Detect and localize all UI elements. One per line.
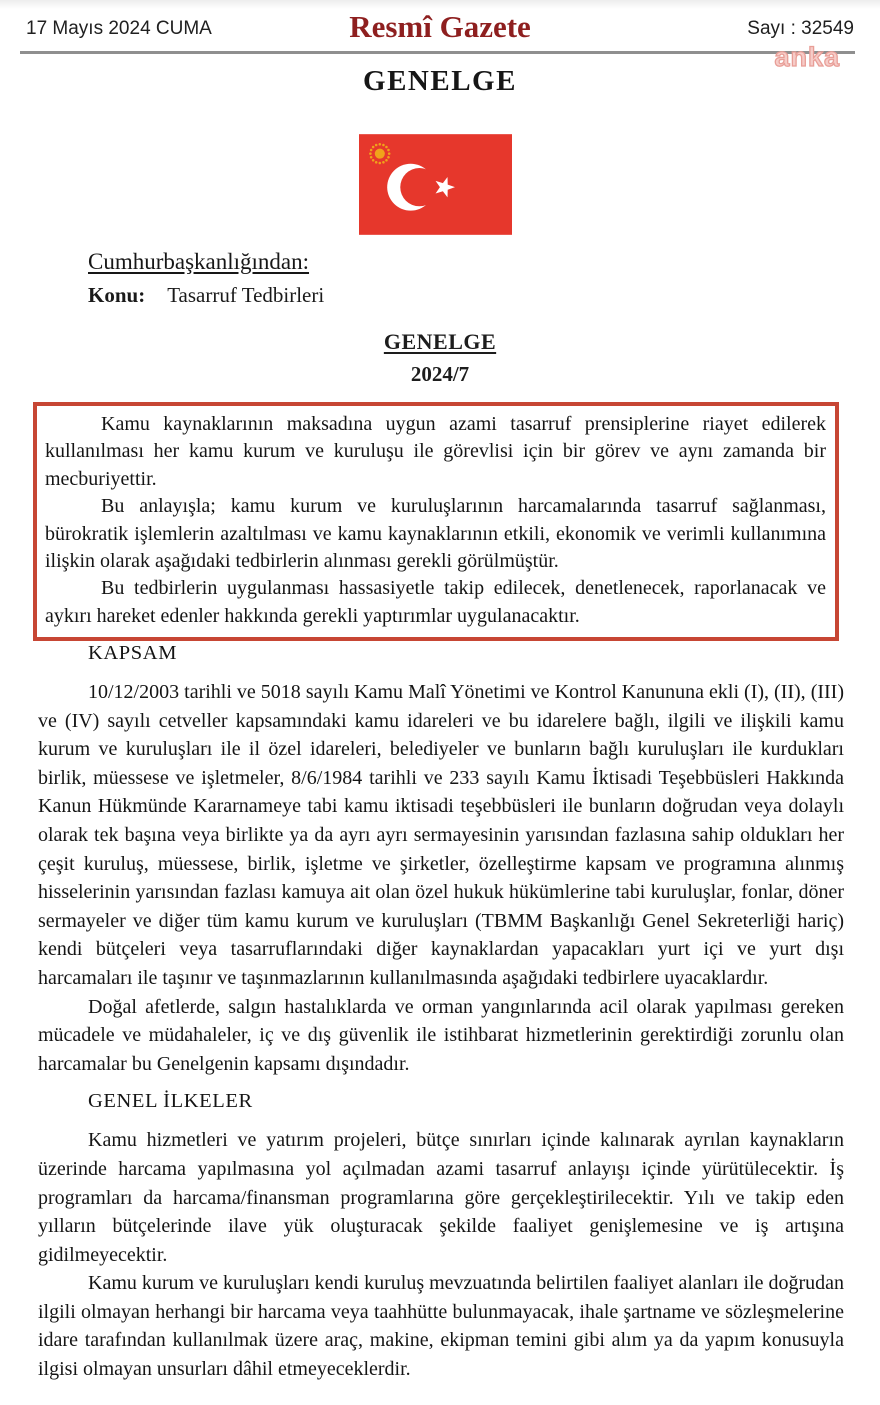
- turkish-presidential-flag-icon: [359, 134, 512, 235]
- section-heading-genel-ilkeler: GENEL İLKELER: [88, 1090, 253, 1113]
- highlight-box: [33, 402, 839, 641]
- circular-number: 2024/7: [410, 362, 470, 386]
- masthead-issue-number: Sayı : 32549: [747, 18, 854, 39]
- section-heading-kapsam: KAPSAM: [88, 642, 178, 664]
- masthead-divider: [20, 51, 855, 54]
- subject-line: [88, 283, 324, 308]
- highlight-paragraph: Bu anlayışla; kamu kurum ve kuruluşlarının harcamalarında tasarruf sağlanması, bürokratik işlemlerin azaltılması ve kamu kaynaklarının etkili, ekonomik ve verimli kullanımına ilişkin olarak aşağıdaki tedbirlerin alınması gerekli görülmüştür.: [45, 495, 826, 573]
- subject-label: Konu:: [88, 283, 146, 307]
- highlight-paragraph: Kamu kaynaklarının maksadına uygun azami tasarruf prensiplerine riayet edilerek kullanılması her kamu kurum ve kuruluşu ile görevlisi için bir görev ve aynı zamanda bir mecburiyettir.: [45, 413, 826, 490]
- document-title: GENELGE: [363, 65, 517, 97]
- document-body: [38, 642, 844, 1384]
- body-paragraph: Kamu hizmetleri ve yatırım projeleri, bütçe sınırları içinde kalınarak ayrılan kaynakların üzerinde harcama yapılmasına yol açılmadan azami tasarruf anlayışı içinde yürütülecektir. İş programları da harcama/finansman programlarına göre gerçekleştirilecektir. Yılı ve takip eden yılların bütçelerinde ilave yük oluşturacak şekilde faaliyet genişlemesine ve iş artışına gidilmeyecektir.: [38, 1129, 844, 1266]
- body-paragraph: Kamu kurum ve kuruluşları kendi kuruluş mevzuatında belirtilen faaliyet alanları ile doğrudan ilgili olmayan herhangi bir harcama veya taahhütte bulunmayacak, ihale şartname ve sözleşmelerine idare tarafından kullanılmak üzere araç, makine, ekipman temini gibi alım ya da yapım konusuyla ilgisi olmayan unsurları dâhil etmeyeceklerdir.: [38, 1272, 844, 1381]
- masthead-title: Resmî Gazete: [349, 9, 531, 44]
- anka-watermark: anka: [774, 42, 840, 72]
- body-paragraph: Doğal afetlerde, salgın hastalıklarda ve orman yangınlarında acil olarak yapılması gereken mücadele ve müdahaleler, iç ve dış güvenlik ile istihbarat hizmetlerinin gerektirdiği zorunlu olan harcamalar bu Genelgenin kapsamı dışındadır.: [38, 995, 844, 1075]
- issuer-line: Cumhurbaşkanlığından:: [88, 249, 310, 274]
- circular-heading: GENELGE: [383, 329, 497, 354]
- highlight-paragraph: Bu tedbirlerin uygulanması hassasiyetle takip edilecek, denetlenecek, raporlanacak ve aykırı hareket edenler hakkında gerekli yaptırımlar uygulanacaktır.: [45, 577, 826, 627]
- body-paragraph: 10/12/2003 tarihli ve 5018 sayılı Kamu Malî Yönetimi ve Kontrol Kanununa ekli (I), (II), (III) ve (IV) sayılı cetveller kapsamındaki kamu idareleri ve bu idarelere bağlı, ilgili ve ilişkili kamu kurum ve kuruluşları ile il özel idareleri, belediyeler ve bunların bağlı kuruluşları ile kurdukları birlik, müessese ve işletmeler, 8/6/1984 tarihli ve 233 sayılı Kamu İktisadi Teşebbüsleri Hakkında Kanun Hükmünde Kararnameye tabi kamu iktisadi teşebbüsleri ile bunların doğrudan veya dolaylı olarak tek başına veya birlikte ya da ayrı ayrı sermayesinin yarısından fazlasına sahip oldukları her çeşit kuruluş, müessese, birlik, işletme ve şirketler, özelleştirme kapsam ve programına alınmış hisselerinin yarısından fazlası kamuya ait olan özel hukuk hükümlerine tabi kuruluşlar, fonlar, döner sermayeler ve diğer tüm kamu kurum ve kuruluşları (TBMM Başkanlığı Genel Sekreterliği hariç) kendi bütçeleri veya tasarruflarındaki diğer kaynaklardan yapacakları yurt içi ve yurt dışı harcamaları ile taşınır ve taşınmazlarının kullanılmasında aşağıdaki tedbirlere uyacaklardır.: [38, 681, 844, 989]
- page-top-edge: [0, 0, 880, 9]
- subject-value: Tasarruf Tedbirleri: [167, 283, 325, 307]
- masthead-date: 17 Mayıs 2024 CUMA: [26, 18, 212, 39]
